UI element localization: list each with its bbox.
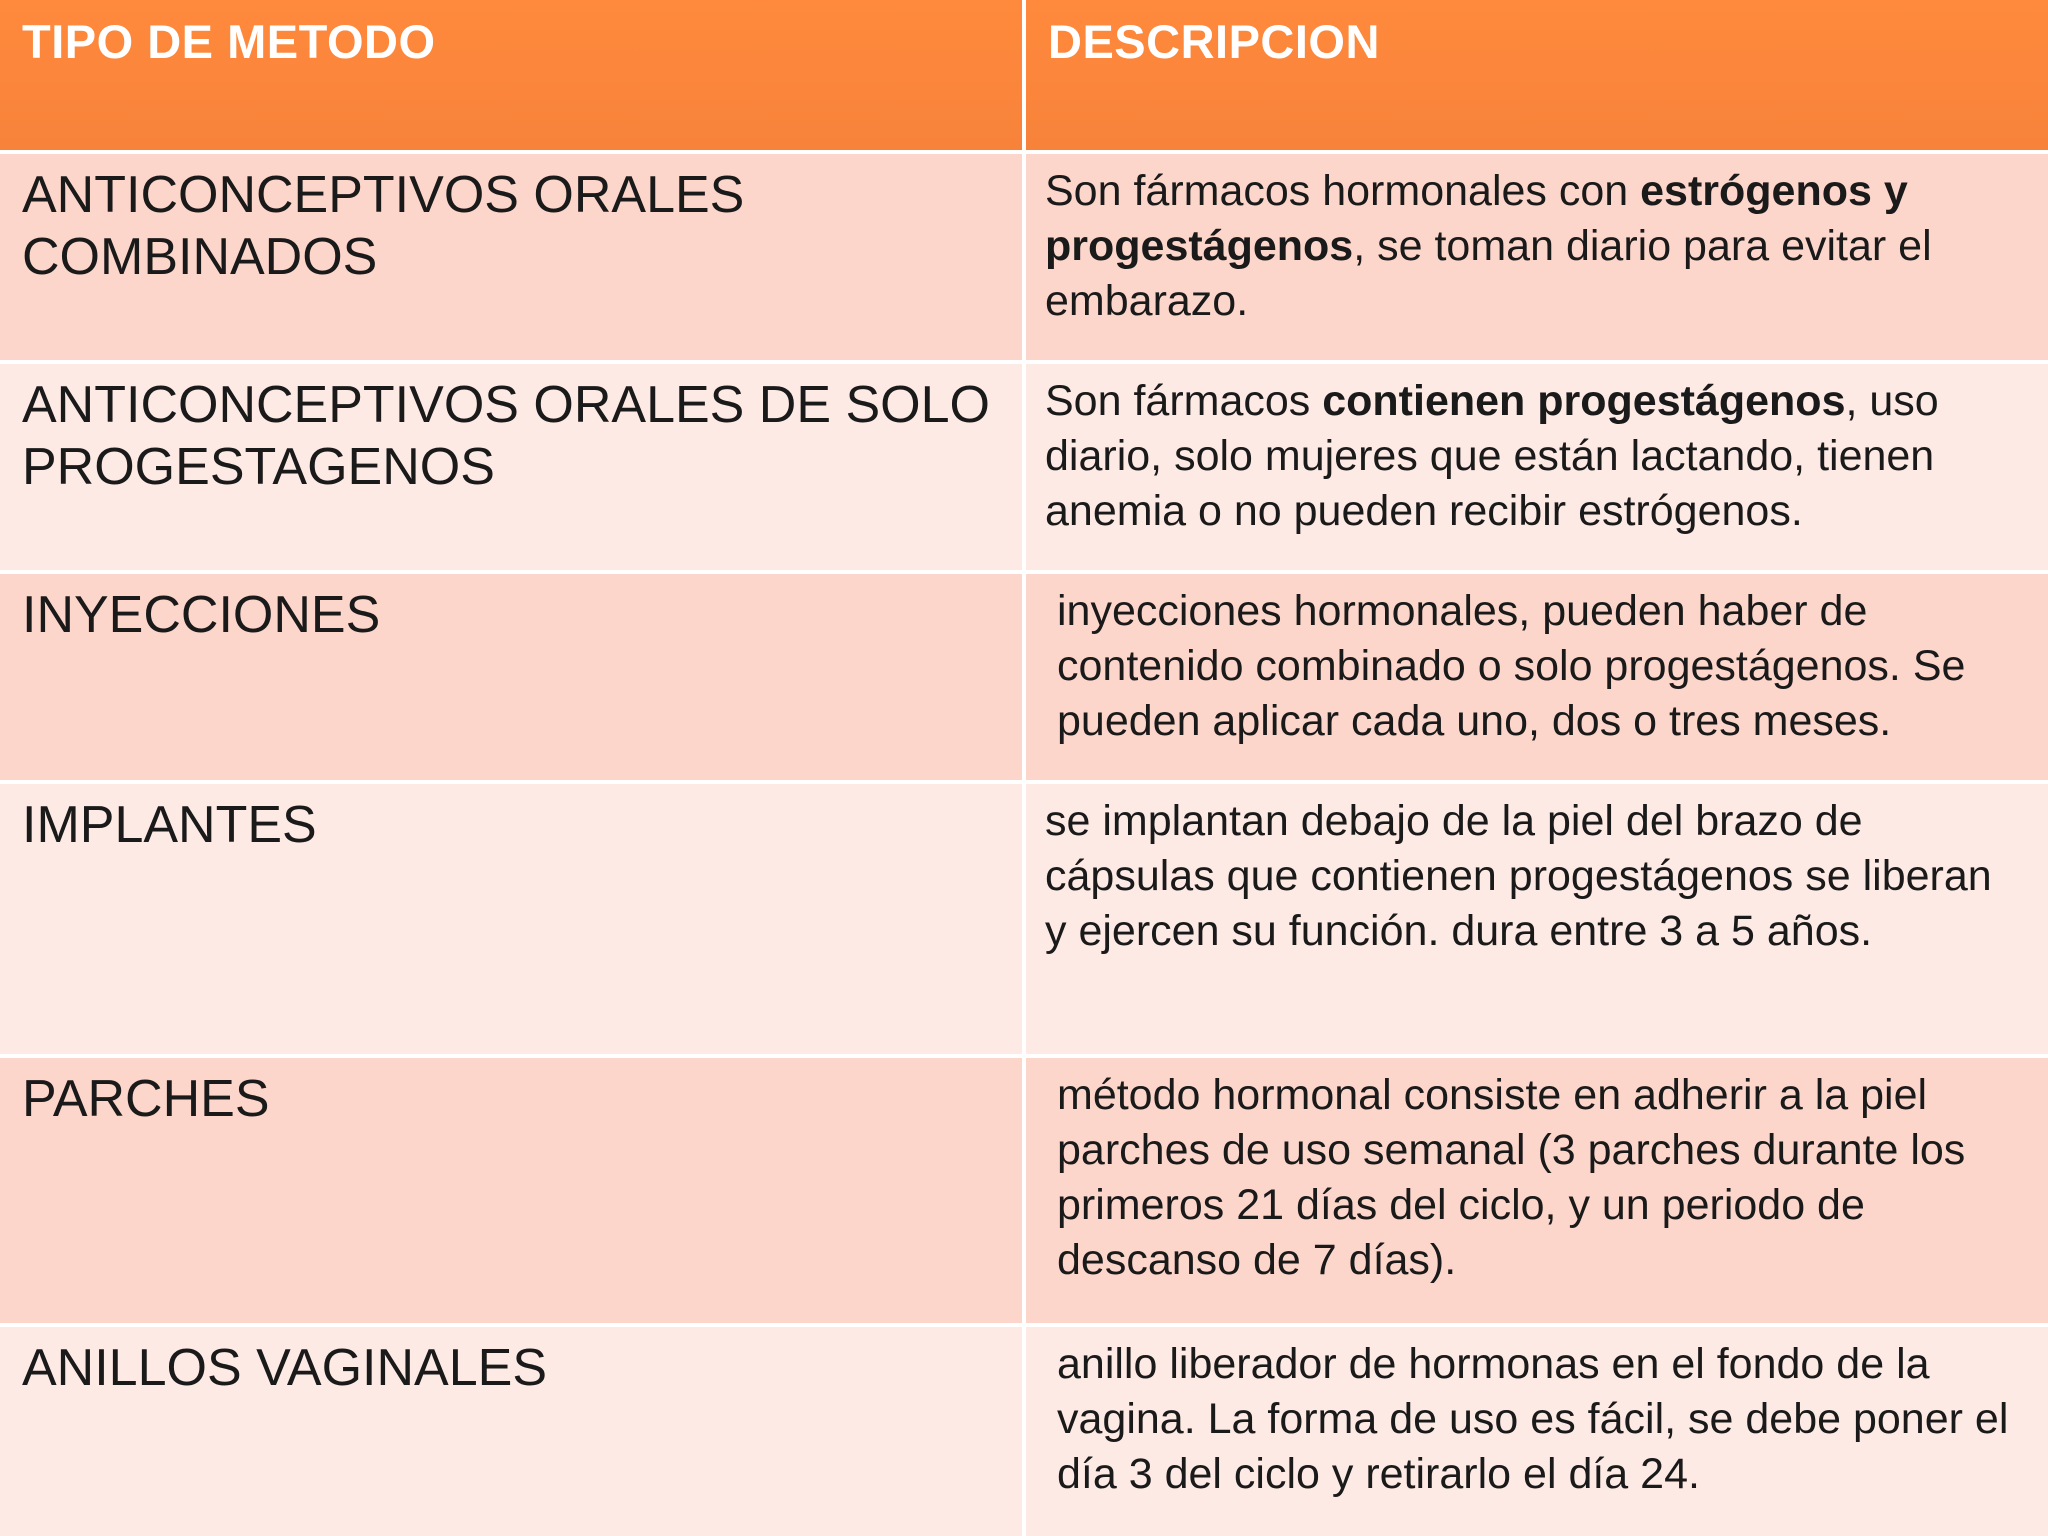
description-text: , uso diario, solo mujeres que están lactando, tienen anemia o no pueden recibir estrógenos. xyxy=(1045,377,1939,535)
type-cell xyxy=(0,1058,1022,1323)
table-row xyxy=(0,784,2048,1054)
method-description: inyecciones hormonales, pueden haber de contenido combinado o solo progestágenos. Se pueden aplicar cada uno, dos o tres meses. xyxy=(1057,587,1966,745)
method-description: método hormonal consiste en adherir a la piel parches de uso semanal (3 parches durante los primeros 21 días del ciclo, y un periodo de descanso de 7 días). xyxy=(1057,1071,1966,1284)
description-text: Son fármacos xyxy=(1045,377,1323,425)
method-type: ANTICONCEPTIVOS ORALES DE SOLO PROGESTAGENOS xyxy=(22,376,990,496)
table-row xyxy=(0,364,2048,570)
description-cell xyxy=(1026,1058,2048,1323)
method-type: PARCHES xyxy=(22,1070,270,1128)
table-row xyxy=(0,574,2048,780)
type-cell xyxy=(0,1327,1022,1536)
type-cell xyxy=(0,364,1022,570)
type-cell xyxy=(0,154,1022,360)
header-description-label: DESCRIPCION xyxy=(1048,15,1380,68)
method-type: IMPLANTES xyxy=(22,796,317,854)
table-row xyxy=(0,1058,2048,1323)
description-cell xyxy=(1026,154,2048,360)
description-emphasis: contienen progestágenos xyxy=(1322,377,1846,425)
method-type: ANILLOS VAGINALES xyxy=(22,1339,548,1397)
table-row xyxy=(0,1327,2048,1536)
header-cell-description xyxy=(1026,0,2048,150)
description-cell xyxy=(1026,574,2048,780)
header-cell-type xyxy=(0,0,1022,150)
description-cell xyxy=(1026,364,2048,570)
table-header-row xyxy=(0,0,2048,150)
table-row xyxy=(0,154,2048,360)
method-type: INYECCIONES xyxy=(22,586,381,644)
description-text: , se toman diario para evitar el embarazo. xyxy=(1045,222,1932,325)
description-cell xyxy=(1026,784,2048,1054)
method-description xyxy=(1045,374,2018,539)
method-type: ANTICONCEPTIVOS ORALES COMBINADOS xyxy=(22,166,745,286)
type-cell xyxy=(0,574,1022,780)
method-description: se implantan debajo de la piel del brazo de cápsulas que contienen progestágenos se liberan y ejercen su función. dura entre 3 a 5 años. xyxy=(1045,797,1992,955)
description-emphasis: estrógenos y progestágenos xyxy=(1045,167,1908,270)
description-text: Son fármacos hormonales con xyxy=(1045,167,1641,215)
description-cell xyxy=(1026,1327,2048,1536)
header-type-label: TIPO DE METODO xyxy=(22,15,436,68)
method-description: anillo liberador de hormonas en el fondo de la vagina. La forma de uso es fácil, se debe poner el día 3 del ciclo y retirarlo el día 24. xyxy=(1057,1340,2009,1498)
type-cell xyxy=(0,784,1022,1054)
method-description xyxy=(1045,164,2018,329)
